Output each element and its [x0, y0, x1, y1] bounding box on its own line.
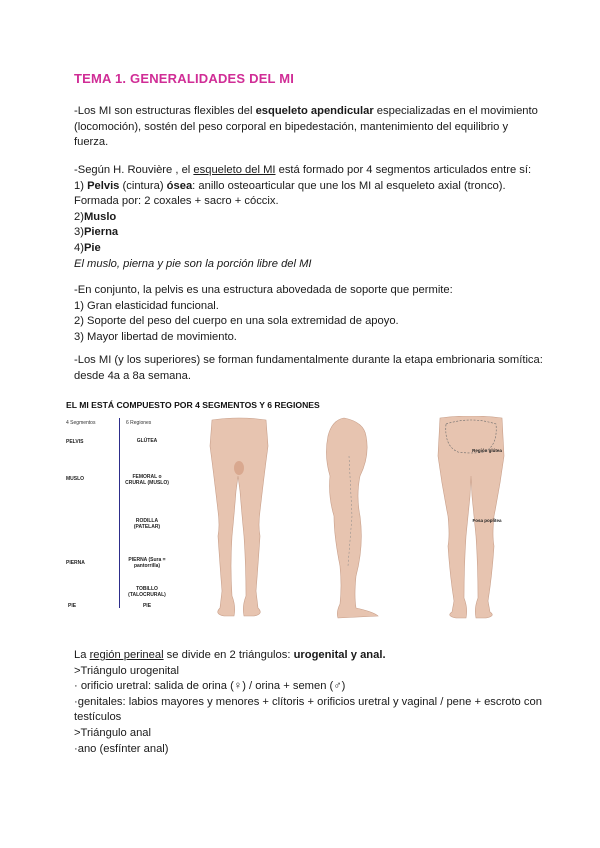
perineal-section	[74, 648, 544, 757]
intro-bold: esqueleto apendicular	[255, 105, 374, 117]
region-label: TOBILLO (TALOCRURAL)	[128, 586, 166, 598]
perineal-line: >Triángulo urogenital	[74, 664, 180, 677]
divider-line	[119, 418, 120, 608]
region-label: PIERNA (Sura = pantorrilla)	[128, 557, 166, 569]
anterior-leg-illustration	[194, 416, 284, 626]
region-label: FEMORAL o CRURAL (MUSLO)	[125, 474, 169, 486]
segment-item-3: 3)Pierna	[74, 226, 119, 239]
figure-title: EL MI ESTÁ COMPUESTO POR 4 SEGMENTOS Y 6 REGIONES	[66, 400, 320, 410]
segment-label: PIE	[68, 603, 77, 609]
segment-label: MUSLO	[66, 476, 85, 482]
pelvis-item: 1) Gran elasticidad funcional.	[74, 299, 219, 312]
segment-item-1: 1) Pelvis (cintura) ósea: anillo osteoarticular que une los MI al esqueleto axial (tronco).	[74, 179, 506, 192]
segment-item-4: 4)Pie	[74, 241, 101, 254]
intro-text: -Los MI son estructuras flexibles del	[74, 105, 256, 117]
perineal-line: ·ano (esfínter anal)	[74, 742, 169, 755]
back-label-popliteal: Fosa poplítea	[472, 518, 502, 523]
pelvis-item: 2) Soporte del peso del cuerpo en una sola extremidad de apoyo.	[74, 315, 399, 328]
pelvis-item: 3) Mayor libertad de movimiento.	[74, 330, 237, 343]
intro-paragraph	[74, 104, 544, 151]
segment-item-1-detail: Formada por: 2 coxales + sacro + cóccix.	[74, 195, 279, 208]
embryo-paragraph: -Los MI (y los superiores) se forman fundamentalmente durante la etapa embrionaria somítica: desde 4a a 8a semana.	[74, 354, 543, 382]
lateral-leg-illustration	[304, 416, 394, 626]
segment-label: PIERNA	[66, 560, 85, 566]
perineal-line: ·genitales: labios mayores y menores + clítoris + orificios uretral y vaginal / pene + escroto con testículos	[74, 695, 542, 724]
back-label-gluteal: Región glútea	[472, 448, 502, 453]
rouviere-lead: -Según H. Rouvière , el esqueleto del MI está formado por 4 segmentos articulados entre sí:	[74, 164, 532, 176]
region-label: GLÚTEA	[136, 438, 158, 444]
lower-limb-figure	[64, 396, 534, 632]
segment-label: PELVIS	[66, 439, 84, 445]
col-header-regions: 6 Regiones	[126, 420, 152, 426]
region-label: PIE	[142, 603, 152, 609]
region-label: RODILLA (PATELAR)	[133, 518, 161, 530]
pelvis-paragraph	[74, 283, 544, 345]
rouviere-paragraph	[74, 163, 544, 272]
intro-text-end: especializadas en el movimiento (locomoción), sostén del peso corporal en bipedestación, mantenimiento del equilibrio y fuerza.	[74, 105, 538, 149]
page-title: TEMA 1. GENERALIDADES DEL MI	[74, 71, 295, 86]
perineal-line: · orificio uretral: salida de orina (♀) / orina + semen (♂)	[74, 680, 346, 693]
pelvis-lead: -En conjunto, la pelvis es una estructura abovedada de soporte que permite:	[74, 284, 453, 296]
col-header-segments: 4 Segmentos	[66, 420, 96, 426]
segment-note: El muslo, pierna y pie son la porción libre del MI	[74, 257, 312, 270]
perineal-line: >Triángulo anal	[74, 726, 152, 739]
segment-item-2: 2)Muslo	[74, 210, 117, 223]
perineal-lead: La región perineal se divide en 2 triángulos: urogenital y anal.	[74, 649, 386, 661]
